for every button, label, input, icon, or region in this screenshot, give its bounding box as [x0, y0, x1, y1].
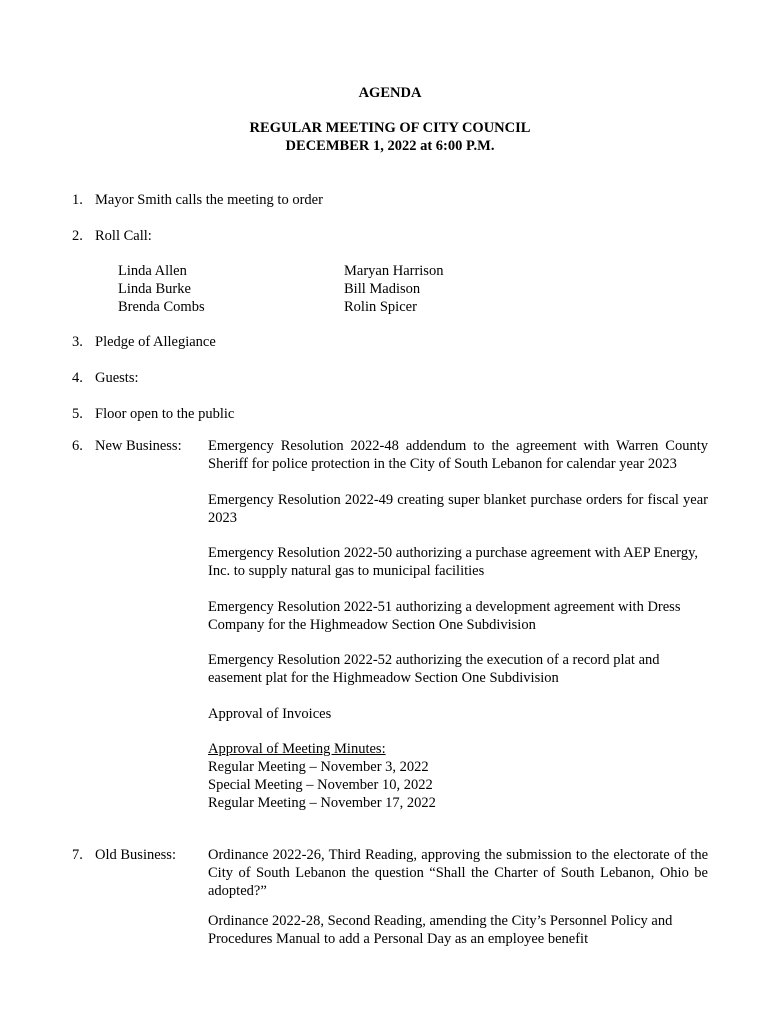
minutes-heading: Approval of Meeting Minutes: — [208, 741, 386, 757]
council-member: Maryan Harrison — [344, 263, 444, 279]
item-old-business: Old Business: — [95, 847, 176, 863]
item-new-business: New Business: — [95, 438, 182, 454]
minutes-entry: Regular Meeting – November 17, 2022 — [208, 795, 436, 811]
council-member: Linda Allen — [118, 263, 187, 279]
roll-call-right-column — [344, 262, 443, 316]
new-business-resolution: Emergency Resolution 2022-51 authorizing a development agreement with Dress Company for the Highmeadow Section One Subdivision — [208, 599, 681, 633]
meeting-minutes-block — [208, 740, 708, 812]
new-business-invoices: Approval of Invoices — [208, 706, 332, 722]
minutes-entry: Special Meeting – November 10, 2022 — [208, 777, 433, 793]
item-number: 6. — [72, 438, 83, 454]
council-member: Brenda Combs — [118, 299, 205, 315]
item-number: 4. — [72, 370, 83, 386]
item-roll-call: Roll Call: — [95, 228, 152, 244]
council-member: Bill Madison — [344, 281, 421, 297]
meeting-date: DECEMBER 1, 2022 at 6:00 P.M. — [285, 138, 495, 154]
item-number: 3. — [72, 334, 83, 350]
item-number: 1. — [72, 192, 83, 208]
item-guests: Guests: — [95, 370, 139, 386]
item-floor-open: Floor open to the public — [95, 406, 235, 422]
new-business-resolution: Emergency Resolution 2022-48 addendum to the agreement with Warren County Sheriff for police protection in the City of South Lebanon for calendar year 2023 — [208, 438, 708, 472]
new-business-resolution: Emergency Resolution 2022-49 creating super blanket purchase orders for fiscal year 2023 — [208, 492, 708, 526]
roll-call-left-column — [118, 262, 205, 316]
council-member: Rolin Spicer — [344, 299, 417, 315]
item-number: 7. — [72, 847, 83, 863]
meeting-name: REGULAR MEETING OF CITY COUNCIL — [249, 120, 531, 136]
item-pledge: Pledge of Allegiance — [95, 334, 216, 350]
item-call-to-order: Mayor Smith calls the meeting to order — [95, 192, 323, 208]
old-business-ordinance: Ordinance 2022-28, Second Reading, amending the City’s Personnel Policy and Procedures Manual to add a Personal Day as an employee benefit — [208, 913, 673, 947]
minutes-entry: Regular Meeting – November 3, 2022 — [208, 759, 429, 775]
old-business-ordinance: Ordinance 2022-26, Third Reading, approving the submission to the electorate of the City of South Lebanon the question “Shall the Charter of South Lebanon, Ohio be adopted?” — [208, 847, 708, 899]
council-member: Linda Burke — [118, 281, 191, 297]
new-business-resolution: Emergency Resolution 2022-50 authorizing a purchase agreement with AEP Energy, Inc. to supply natural gas to municipal facilities — [208, 545, 699, 579]
new-business-resolution: Emergency Resolution 2022-52 authorizing the execution of a record plat and easement plat for the Highmeadow Section One Subdivision — [208, 652, 660, 686]
item-number: 2. — [72, 228, 83, 244]
agenda-title: AGENDA — [358, 85, 422, 101]
item-number: 5. — [72, 406, 83, 422]
